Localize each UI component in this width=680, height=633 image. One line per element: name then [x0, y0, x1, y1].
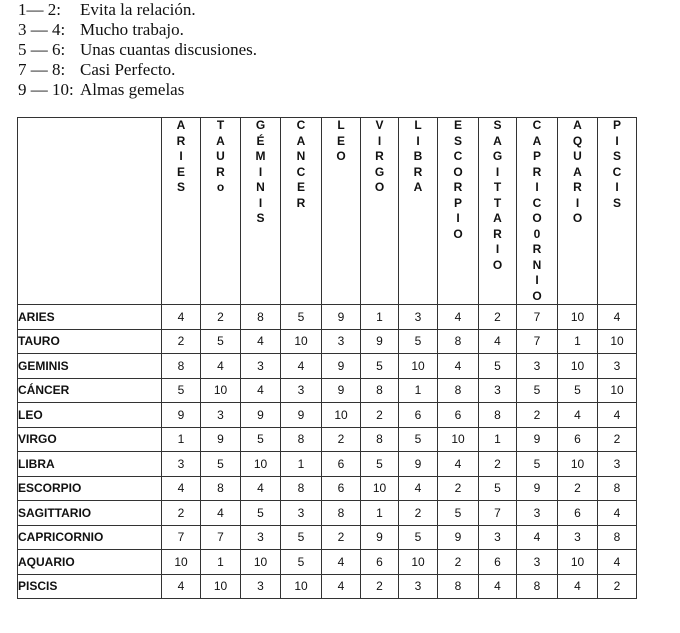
compatibility-value: 10: [162, 550, 201, 575]
legend-text: Mucho trabajo.: [80, 20, 184, 39]
compatibility-value: 4: [598, 550, 637, 575]
compatibility-value: 1: [361, 305, 399, 330]
table-row: [18, 354, 637, 379]
compatibility-value: 4: [479, 329, 517, 354]
row-label: VIRGO: [18, 427, 162, 452]
column-header: [361, 118, 399, 305]
legend-range: 1— 2:: [18, 0, 61, 19]
compatibility-value: 4: [438, 305, 479, 330]
legend-text: Almas gemelas: [80, 80, 185, 99]
row-label: SAGITTARIO: [18, 501, 162, 526]
compatibility-value: 9: [361, 329, 399, 354]
compatibility-value: 3: [241, 525, 281, 550]
compatibility-value: 3: [241, 354, 281, 379]
compatibility-value: 10: [399, 550, 438, 575]
compatibility-value: 8: [361, 378, 399, 403]
column-header-letters: C A N C E R: [296, 118, 306, 210]
column-header: [399, 118, 438, 305]
compatibility-value: 3: [399, 305, 438, 330]
row-label: CÁNCER: [18, 378, 162, 403]
compatibility-value: 5: [361, 354, 399, 379]
compatibility-value: 3: [281, 378, 322, 403]
table-body: [18, 305, 637, 599]
legend-item: [18, 40, 257, 60]
compatibility-value: 10: [281, 329, 322, 354]
table-row: [18, 476, 637, 501]
column-header-letters: G É M I N I S: [255, 118, 266, 225]
compatibility-value: 2: [558, 476, 598, 501]
table-row: [18, 501, 637, 526]
compatibility-value: 9: [517, 427, 558, 452]
compatibility-value: 9: [322, 378, 361, 403]
table-row: [18, 550, 637, 575]
column-header-letters: T A U R o: [216, 118, 225, 194]
compatibility-value: 4: [241, 476, 281, 501]
row-label: GEMINIS: [18, 354, 162, 379]
compatibility-value: 5: [517, 378, 558, 403]
compatibility-value: 2: [438, 476, 479, 501]
compatibility-value: 2: [201, 305, 241, 330]
compatibility-value: 1: [399, 378, 438, 403]
column-header: [281, 118, 322, 305]
compatibility-value: 8: [281, 427, 322, 452]
compatibility-value: 4: [162, 476, 201, 501]
column-header-letters: L I B R A: [413, 118, 423, 194]
legend-text: Evita la relación.: [80, 0, 196, 19]
compatibility-value: 5: [241, 427, 281, 452]
compatibility-value: 10: [558, 452, 598, 477]
column-header-letters: V I R G O: [374, 118, 385, 194]
legend-range: 3 — 4:: [18, 20, 66, 39]
table-row: [18, 574, 637, 599]
column-header-letters: L E O: [336, 118, 346, 163]
table-row: [18, 427, 637, 452]
compatibility-value: 4: [438, 354, 479, 379]
table-row: [18, 305, 637, 330]
compatibility-value: 5: [399, 329, 438, 354]
compatibility-table: [17, 117, 637, 599]
compatibility-value: 9: [361, 525, 399, 550]
compatibility-value: 8: [438, 378, 479, 403]
compatibility-value: 4: [558, 403, 598, 428]
compatibility-value: 5: [479, 476, 517, 501]
compatibility-value: 8: [598, 525, 637, 550]
compatibility-value: 8: [162, 354, 201, 379]
column-header-letters: C A P R I C O 0 R N I O: [532, 118, 542, 303]
compatibility-value: 3: [479, 378, 517, 403]
compatibility-value: 4: [201, 501, 241, 526]
compatibility-value: 2: [479, 452, 517, 477]
compatibility-value: 4: [517, 525, 558, 550]
table-header-row: [18, 118, 637, 305]
row-label: LIBRA: [18, 452, 162, 477]
compatibility-value: 4: [281, 354, 322, 379]
compatibility-value: 6: [558, 427, 598, 452]
compatibility-value: 9: [281, 403, 322, 428]
compatibility-value: 9: [162, 403, 201, 428]
legend-item: [18, 60, 257, 80]
compatibility-value: 2: [162, 501, 201, 526]
legend-range: 9 — 10:: [18, 80, 74, 99]
row-label: CAPRICORNIO: [18, 525, 162, 550]
compatibility-value: 9: [517, 476, 558, 501]
compatibility-value: 10: [201, 378, 241, 403]
compatibility-value: 4: [322, 550, 361, 575]
compatibility-value: 8: [281, 476, 322, 501]
compatibility-value: 6: [438, 403, 479, 428]
compatibility-value: 8: [438, 574, 479, 599]
legend-item: [18, 0, 257, 20]
compatibility-value: 7: [201, 525, 241, 550]
row-label: AQUARIO: [18, 550, 162, 575]
compatibility-value: 5: [281, 525, 322, 550]
compatibility-value: 7: [162, 525, 201, 550]
compatibility-value: 2: [598, 574, 637, 599]
compatibility-value: 3: [598, 452, 637, 477]
compatibility-value: 3: [517, 354, 558, 379]
compatibility-value: 2: [361, 574, 399, 599]
compatibility-value: 8: [598, 476, 637, 501]
column-header-letters: P I S C I S: [612, 118, 622, 210]
compatibility-value: 2: [517, 403, 558, 428]
table-row: [18, 525, 637, 550]
compatibility-value: 3: [281, 501, 322, 526]
compatibility-value: 9: [322, 354, 361, 379]
compatibility-value: 9: [241, 403, 281, 428]
compatibility-value: 3: [201, 403, 241, 428]
row-label: ARIES: [18, 305, 162, 330]
compatibility-value: 10: [322, 403, 361, 428]
table-row: [18, 452, 637, 477]
legend-text: Casi Perfecto.: [80, 60, 176, 79]
compatibility-value: 5: [241, 501, 281, 526]
row-label: ESCORPIO: [18, 476, 162, 501]
compatibility-value: 6: [322, 476, 361, 501]
compatibility-value: 5: [558, 378, 598, 403]
compatibility-value: 6: [479, 550, 517, 575]
column-header: [201, 118, 241, 305]
compatibility-value: 5: [517, 452, 558, 477]
compatibility-value: 8: [438, 329, 479, 354]
compatibility-value: 10: [598, 378, 637, 403]
compatibility-value: 4: [598, 403, 637, 428]
compatibility-value: 5: [479, 354, 517, 379]
compatibility-value: 5: [399, 525, 438, 550]
compatibility-value: 6: [361, 550, 399, 575]
legend-item: [18, 20, 257, 40]
table-row: [18, 378, 637, 403]
compatibility-value: 1: [162, 427, 201, 452]
compatibility-legend: [18, 0, 257, 100]
compatibility-value: 3: [558, 525, 598, 550]
row-label: PISCIS: [18, 574, 162, 599]
compatibility-value: 4: [399, 476, 438, 501]
compatibility-value: 10: [558, 354, 598, 379]
table-row: [18, 403, 637, 428]
compatibility-value: 2: [479, 305, 517, 330]
compatibility-value: 9: [201, 427, 241, 452]
compatibility-value: 10: [399, 354, 438, 379]
compatibility-value: 4: [201, 354, 241, 379]
compatibility-value: 10: [241, 452, 281, 477]
compatibility-value: 6: [558, 501, 598, 526]
compatibility-value: 5: [201, 452, 241, 477]
compatibility-value: 1: [479, 427, 517, 452]
compatibility-value: 4: [162, 305, 201, 330]
compatibility-value: 5: [438, 501, 479, 526]
compatibility-value: 4: [438, 452, 479, 477]
compatibility-value: 4: [598, 501, 637, 526]
compatibility-value: 2: [399, 501, 438, 526]
compatibility-value: 3: [517, 501, 558, 526]
column-header-letters: A R I E S: [176, 118, 186, 194]
compatibility-value: 1: [281, 452, 322, 477]
column-header: [162, 118, 201, 305]
legend-text: Unas cuantas discusiones.: [80, 40, 258, 59]
compatibility-value: 5: [399, 427, 438, 452]
compatibility-value: 10: [201, 574, 241, 599]
column-header: [322, 118, 361, 305]
column-header-letters: E S C O R P I O: [453, 118, 463, 241]
row-label: LEO: [18, 403, 162, 428]
compatibility-value: 4: [162, 574, 201, 599]
compatibility-value: 8: [517, 574, 558, 599]
column-header: [517, 118, 558, 305]
column-header: [241, 118, 281, 305]
compatibility-value: 2: [322, 427, 361, 452]
compatibility-value: 6: [322, 452, 361, 477]
column-header: [479, 118, 517, 305]
compatibility-value: 5: [201, 329, 241, 354]
compatibility-value: 7: [517, 329, 558, 354]
compatibility-value: 3: [479, 525, 517, 550]
compatibility-value: 7: [517, 305, 558, 330]
compatibility-value: 1: [361, 501, 399, 526]
legend-item: [18, 80, 257, 100]
compatibility-value: 2: [598, 427, 637, 452]
compatibility-value: 10: [558, 305, 598, 330]
legend-range: 5 — 6:: [18, 40, 66, 59]
compatibility-value: 3: [322, 329, 361, 354]
compatibility-value: 4: [598, 305, 637, 330]
compatibility-value: 3: [399, 574, 438, 599]
table-corner-cell: [18, 118, 162, 305]
compatibility-value: 10: [598, 329, 637, 354]
compatibility-value: 10: [281, 574, 322, 599]
compatibility-value: 5: [361, 452, 399, 477]
column-header: [558, 118, 598, 305]
compatibility-value: 2: [438, 550, 479, 575]
compatibility-value: 3: [598, 354, 637, 379]
compatibility-value: 5: [281, 550, 322, 575]
table-row: [18, 329, 637, 354]
compatibility-value: 1: [201, 550, 241, 575]
compatibility-value: 9: [438, 525, 479, 550]
compatibility-value: 8: [201, 476, 241, 501]
compatibility-value: 9: [322, 305, 361, 330]
compatibility-value: 2: [322, 525, 361, 550]
compatibility-value: 10: [438, 427, 479, 452]
compatibility-value: 8: [479, 403, 517, 428]
compatibility-value: 8: [241, 305, 281, 330]
compatibility-value: 4: [479, 574, 517, 599]
compatibility-value: 9: [399, 452, 438, 477]
column-header: [438, 118, 479, 305]
compatibility-value: 8: [361, 427, 399, 452]
compatibility-value: 5: [281, 305, 322, 330]
compatibility-value: 1: [558, 329, 598, 354]
compatibility-value: 10: [558, 550, 598, 575]
row-label: TAURO: [18, 329, 162, 354]
compatibility-value: 8: [322, 501, 361, 526]
column-header-letters: A Q U A R I O: [572, 118, 583, 225]
compatibility-value: 2: [162, 329, 201, 354]
compatibility-value: 7: [479, 501, 517, 526]
compatibility-value: 6: [399, 403, 438, 428]
column-header: [598, 118, 637, 305]
compatibility-value: 10: [241, 550, 281, 575]
compatibility-value: 3: [241, 574, 281, 599]
compatibility-value: 2: [361, 403, 399, 428]
compatibility-value: 3: [162, 452, 201, 477]
column-header-letters: S A G I T T A R I O: [492, 118, 503, 272]
compatibility-value: 4: [241, 378, 281, 403]
compatibility-value: 4: [322, 574, 361, 599]
compatibility-value: 4: [558, 574, 598, 599]
compatibility-value: 10: [361, 476, 399, 501]
compatibility-value: 5: [162, 378, 201, 403]
compatibility-value: 4: [241, 329, 281, 354]
compatibility-value: 3: [517, 550, 558, 575]
legend-range: 7 — 8:: [18, 60, 66, 79]
